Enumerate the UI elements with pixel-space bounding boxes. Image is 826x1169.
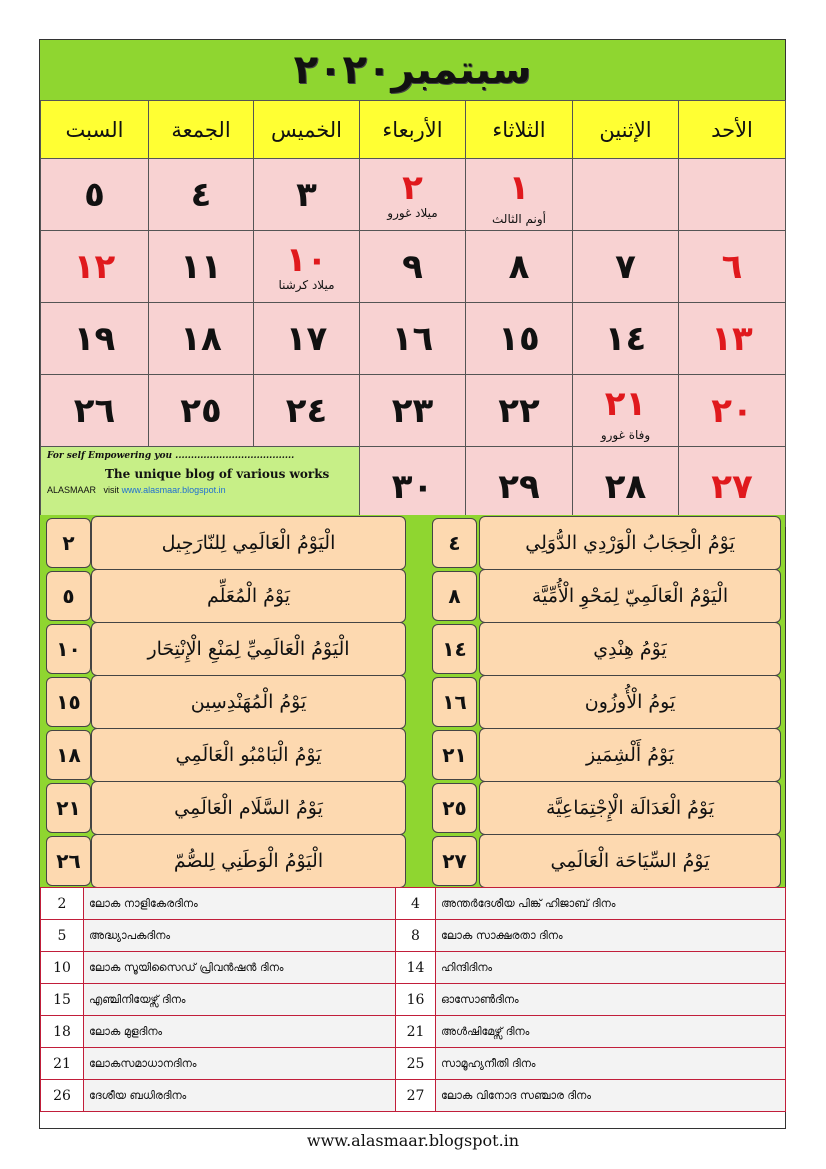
observance-date: ١٨ — [46, 730, 91, 780]
observance-date: ١٤ — [432, 624, 477, 674]
day-label: അദ്ധ്യാപകദിനം — [84, 920, 396, 952]
day-number: 2 — [41, 888, 84, 920]
day-cell — [360, 303, 466, 375]
banner-tagline: For self Empowering you ...................................... — [47, 451, 295, 461]
weekday-wed: الأربعاء — [360, 101, 466, 159]
observance-label: الْيَوْمُ الْوَطَنِي لِلصُّمّ — [91, 834, 406, 888]
day-number: ١٤ — [604, 318, 647, 359]
day-number: 27 — [396, 1080, 436, 1112]
day-label: അന്തർദേശീയ പിങ്ക് ഹിജാബ് ദിനം — [436, 888, 786, 920]
day-cell — [466, 303, 573, 375]
weekday-tue: الثلاثاء — [466, 101, 573, 159]
observance-label: يَوْمُ الْحِجَابُ الْوَرْدِي الدُّوَلِي — [479, 516, 781, 570]
day-cell — [254, 231, 360, 303]
day-number: ١٩ — [73, 318, 116, 359]
observance-label: يَوْمُ أَلْشِمَيز — [479, 728, 781, 782]
table-row — [41, 1048, 786, 1080]
banner-visit-line — [47, 485, 353, 495]
day-cell — [149, 231, 254, 303]
day-number: 15 — [41, 984, 84, 1016]
observance-label: يَوْمُ الْعَدَالَة الْإِجْتِمَاعِيَّة — [479, 781, 781, 835]
day-number: ٢٤ — [285, 390, 328, 431]
observance-label: يَوْمُ السَّلَام الْعَالَمِي — [91, 781, 406, 835]
day-number: ٢٨ — [604, 466, 647, 507]
day-cell — [149, 159, 254, 231]
day-number: ١٧ — [285, 318, 328, 359]
day-note: وفاة غورو — [600, 428, 651, 442]
malayalam-days-table — [40, 887, 786, 1112]
observance-date: ٢٧ — [432, 836, 477, 886]
weekday-thu: الخميس — [254, 101, 360, 159]
observance-label: الْيَوْمُ الْعَالَمِي لِلنّارَجِيل — [91, 516, 406, 570]
weekday-sat: السبت — [41, 101, 149, 159]
day-number: ٥ — [84, 174, 105, 215]
day-cell — [360, 375, 466, 447]
day-number: ٢٩ — [498, 466, 540, 507]
observance-label: الْيَوْمُ الْعَالَمِيّ لِمَحْوِ الْأُمِّيَّة — [479, 569, 781, 623]
observance-date: ١٦ — [432, 677, 477, 727]
day-cell — [679, 303, 786, 375]
day-number: 21 — [41, 1048, 84, 1080]
day-number: 14 — [396, 952, 436, 984]
day-cell — [466, 231, 573, 303]
observance-date: ٨ — [432, 571, 477, 621]
day-label: ഓസോൺദിനം — [436, 984, 786, 1016]
day-number: ٢١ — [604, 383, 647, 424]
day-cell — [254, 159, 360, 231]
day-cell — [41, 375, 149, 447]
weekday-header — [41, 101, 786, 159]
day-label: ദേശീയ ബധിരദിനം — [84, 1080, 396, 1112]
footer-url[interactable]: www.alasmaar.blogspot.in — [306, 1131, 520, 1150]
observance-date: ٢٦ — [46, 836, 91, 886]
day-number: 16 — [396, 984, 436, 1016]
day-number: ٤ — [190, 174, 212, 215]
day-note: ميلاد غورو — [387, 206, 438, 220]
weekday-sun: الأحد — [679, 101, 786, 159]
day-number: ١٦ — [391, 318, 434, 359]
day-number: ٢٥ — [180, 390, 222, 431]
day-number: ٣٠ — [391, 466, 434, 507]
day-number: ١٣ — [711, 318, 753, 359]
day-label: ഹിന്ദിദിനം — [436, 952, 786, 984]
day-cell — [466, 375, 573, 447]
observance-date: ٢١ — [46, 783, 91, 833]
day-cell — [41, 159, 149, 231]
day-label: സാമൂഹ്യനീതി ദിനം — [436, 1048, 786, 1080]
day-label: അൾഷിമേഴ്സ് ദിനം — [436, 1016, 786, 1048]
day-number: 8 — [396, 920, 436, 952]
day-number: 25 — [396, 1048, 436, 1080]
observance-date: ٢٥ — [432, 783, 477, 833]
day-cell-empty — [679, 159, 786, 231]
observance-label: يَومُ الْأُوزُون — [479, 675, 781, 729]
day-number: ٨ — [508, 246, 530, 287]
observance-date: ٤ — [432, 518, 477, 568]
day-cell — [254, 303, 360, 375]
day-label: ലോകസമാധാനദിനം — [84, 1048, 396, 1080]
day-number: ٧ — [615, 246, 636, 287]
day-cell — [573, 159, 679, 231]
day-number: ١١ — [180, 246, 222, 287]
week-row — [41, 375, 786, 447]
day-cell — [254, 375, 360, 447]
observance-label: يَوْمُ الْبَامْبُو الْعَالَمِي — [91, 728, 406, 782]
observance-label: يَوْمُ السِّيَاحَة الْعَالَمِي — [479, 834, 781, 888]
day-number: 26 — [41, 1080, 84, 1112]
day-cell — [679, 231, 786, 303]
day-number: ٢٦ — [73, 390, 116, 431]
observance-date: ٥ — [46, 571, 91, 621]
table-row — [41, 1080, 786, 1112]
day-note: ميلاد كرشنا — [278, 278, 335, 292]
day-cell — [573, 303, 679, 375]
observance-date: ١٠ — [46, 624, 91, 674]
day-number: ١ — [508, 167, 530, 208]
day-label: ലോക മുളദിനം — [84, 1016, 396, 1048]
day-cell — [466, 159, 573, 231]
day-number: ١٨ — [180, 318, 222, 359]
banner-brand: ALASMAAR — [47, 485, 97, 495]
day-number: ٢ — [402, 167, 423, 208]
day-number: 21 — [396, 1016, 436, 1048]
day-label: എഞ്ചിനിയേഴ്സ് ദിനം — [84, 984, 396, 1016]
day-label: ലോക വിനോദ സഞ്ചാര ദിനം — [436, 1080, 786, 1112]
observance-date: ٢ — [46, 518, 91, 568]
day-number: ١٢ — [73, 246, 116, 287]
day-cell — [679, 375, 786, 447]
day-number: ٣ — [296, 174, 317, 215]
day-cell — [41, 231, 149, 303]
day-cell — [41, 303, 149, 375]
week-row — [41, 231, 786, 303]
observance-date: ١٥ — [46, 677, 91, 727]
day-cell — [573, 375, 679, 447]
table-row — [41, 984, 786, 1016]
month-title — [40, 40, 785, 101]
weekday-fri: الجمعة — [149, 101, 254, 159]
banner-headline: The unique blog of various works — [105, 467, 330, 481]
day-cell — [149, 375, 254, 447]
day-number: ٢٣ — [391, 390, 434, 431]
banner-url: www.alasmaar.blogspot.in — [121, 485, 226, 495]
calendar-grid — [40, 100, 786, 527]
banner-visit: visit — [103, 485, 120, 495]
day-label: ലോക സൂയിസൈഡ് പ്രിവൻഷൻ ദിനം — [84, 952, 396, 984]
day-number: ٩ — [402, 246, 423, 287]
week-row — [41, 159, 786, 231]
day-cell — [360, 159, 466, 231]
day-number: ٢٢ — [498, 390, 540, 431]
day-number: 5 — [41, 920, 84, 952]
day-number: 4 — [396, 888, 436, 920]
day-cell — [573, 231, 679, 303]
observance-label: يَوْمُ الْمُعَلِّم — [91, 569, 406, 623]
weekday-mon: الإثنين — [573, 101, 679, 159]
table-row — [41, 920, 786, 952]
day-number: 18 — [41, 1016, 84, 1048]
observance-label: الْيَوْمُ الْعَالَمِيِّ لِمَنْعِ الْإِنْتِحَار — [91, 622, 406, 676]
day-number: ٢٧ — [711, 466, 753, 507]
week-row — [41, 303, 786, 375]
day-number: ١٠ — [285, 239, 328, 280]
day-cell — [360, 231, 466, 303]
table-row — [41, 1016, 786, 1048]
day-number: ١٥ — [498, 318, 540, 359]
observance-date: ٢١ — [432, 730, 477, 780]
table-row — [41, 952, 786, 984]
observance-label: يَوْمُ هِنْدِي — [479, 622, 781, 676]
day-note: أونم الثالث — [492, 212, 546, 226]
day-number: ٦ — [721, 246, 743, 287]
day-cell — [149, 303, 254, 375]
month-title-text: سبتمبر٢٠٢٠ — [293, 47, 532, 93]
table-row — [41, 888, 786, 920]
observance-label: يَوْمُ الْمُهَنْدِسِين — [91, 675, 406, 729]
day-number: ٢٠ — [711, 390, 753, 431]
day-label: ലോക സാക്ഷരതാ ദിനം — [436, 920, 786, 952]
day-label: ലോക നാളികേരദിനം — [84, 888, 396, 920]
day-number: 10 — [41, 952, 84, 984]
